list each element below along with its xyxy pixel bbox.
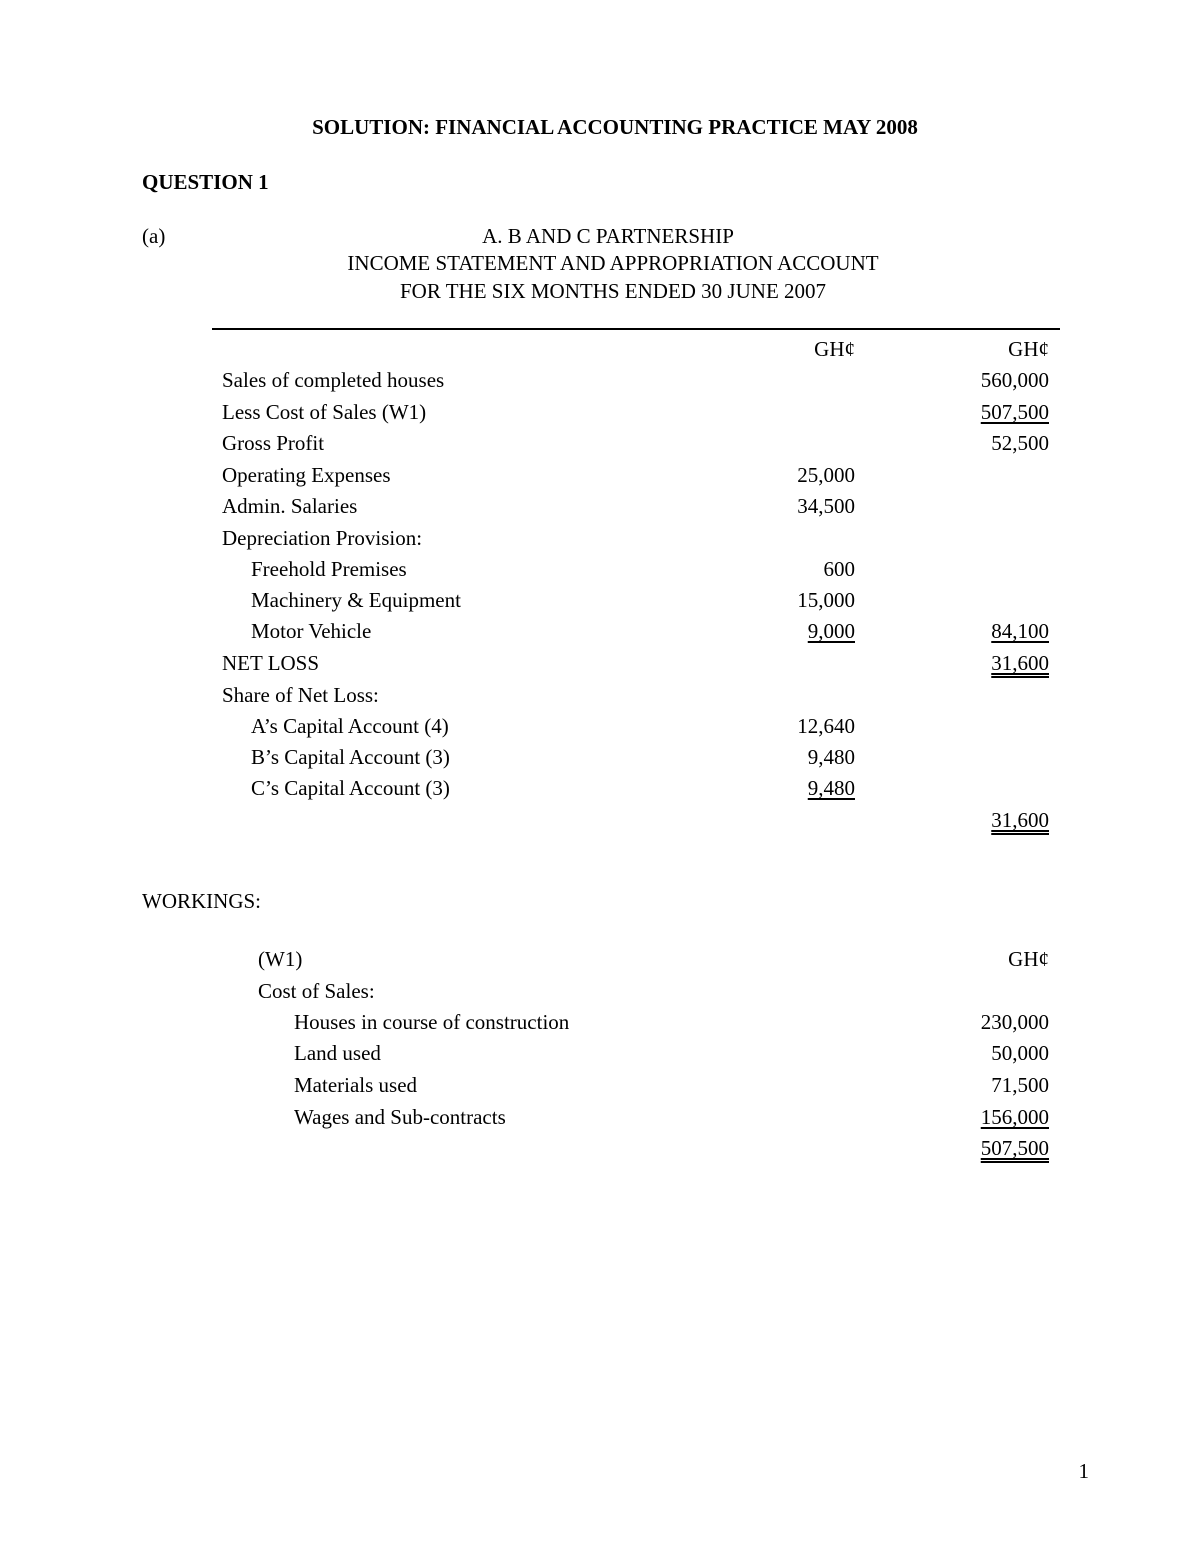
question-label: QUESTION 1 xyxy=(142,170,269,194)
row-label: Share of Net Loss: xyxy=(222,683,379,707)
row-label: Motor Vehicle xyxy=(251,619,372,643)
currency-header-col2: GH¢ xyxy=(1008,337,1049,361)
row-label: Machinery & Equipment xyxy=(251,588,461,612)
workings-total: 507,500 xyxy=(980,1136,1049,1160)
row-col2: 560,000 xyxy=(980,368,1049,392)
row-col2: 31,600 xyxy=(991,651,1049,675)
row-col1: 9,480 xyxy=(807,745,855,769)
row-col2: 84,100 xyxy=(991,619,1049,643)
row-label: Sales of completed houses xyxy=(222,368,445,392)
row-col2: 31,600 xyxy=(991,808,1049,832)
page-number: 1 xyxy=(1078,1459,1089,1483)
part-label: (a) xyxy=(142,224,166,248)
statement-heading-entity: A. B AND C PARTNERSHIP xyxy=(482,224,734,248)
row-label: Less Cost of Sales (W1) xyxy=(222,400,427,424)
statement-heading-name: INCOME STATEMENT AND APPROPRIATION ACCOUNT xyxy=(347,251,879,275)
row-col2: 507,500 xyxy=(980,400,1049,424)
workings-subtitle: Cost of Sales: xyxy=(258,979,375,1003)
row-col1: 34,500 xyxy=(797,494,855,518)
row-col1: 9,480 xyxy=(807,776,855,800)
row-col1: 15,000 xyxy=(797,588,855,612)
workings-item-value: 71,500 xyxy=(991,1073,1049,1097)
workings-heading: WORKINGS: xyxy=(142,889,261,913)
row-col2: 52,500 xyxy=(991,431,1049,455)
row-col1: 9,000 xyxy=(807,619,855,643)
row-col1: 12,640 xyxy=(797,714,855,738)
workings-item-label: Houses in course of construction xyxy=(294,1010,570,1034)
workings-item-label: Wages and Sub-contracts xyxy=(294,1105,506,1129)
row-label: Freehold Premises xyxy=(251,557,407,581)
row-label: Depreciation Provision: xyxy=(222,526,423,550)
workings-ref: (W1) xyxy=(258,947,303,971)
workings-item-label: Materials used xyxy=(294,1073,418,1097)
workings-item-value: 156,000 xyxy=(980,1105,1049,1129)
currency-header-col1: GH¢ xyxy=(814,337,855,361)
row-col1: 25,000 xyxy=(797,463,855,487)
workings-item-value: 50,000 xyxy=(991,1041,1049,1065)
row-label: NET LOSS xyxy=(222,651,320,675)
document-title: SOLUTION: FINANCIAL ACCOUNTING PRACTICE MAY 2008 xyxy=(312,115,918,139)
workings-item-value: 230,000 xyxy=(980,1010,1049,1034)
row-label: B’s Capital Account (3) xyxy=(251,745,450,769)
row-label: Operating Expenses xyxy=(222,463,391,487)
workings-item-label: Land used xyxy=(294,1041,381,1065)
row-col1: 600 xyxy=(823,557,855,581)
row-label: Admin. Salaries xyxy=(222,494,358,518)
row-label: A’s Capital Account (4) xyxy=(251,714,449,738)
statement-heading-period: FOR THE SIX MONTHS ENDED 30 JUNE 2007 xyxy=(399,279,827,303)
row-label: Gross Profit xyxy=(222,431,325,455)
workings-currency: GH¢ xyxy=(1008,947,1049,971)
heading-rule xyxy=(212,328,1060,330)
row-label: C’s Capital Account (3) xyxy=(251,776,450,800)
